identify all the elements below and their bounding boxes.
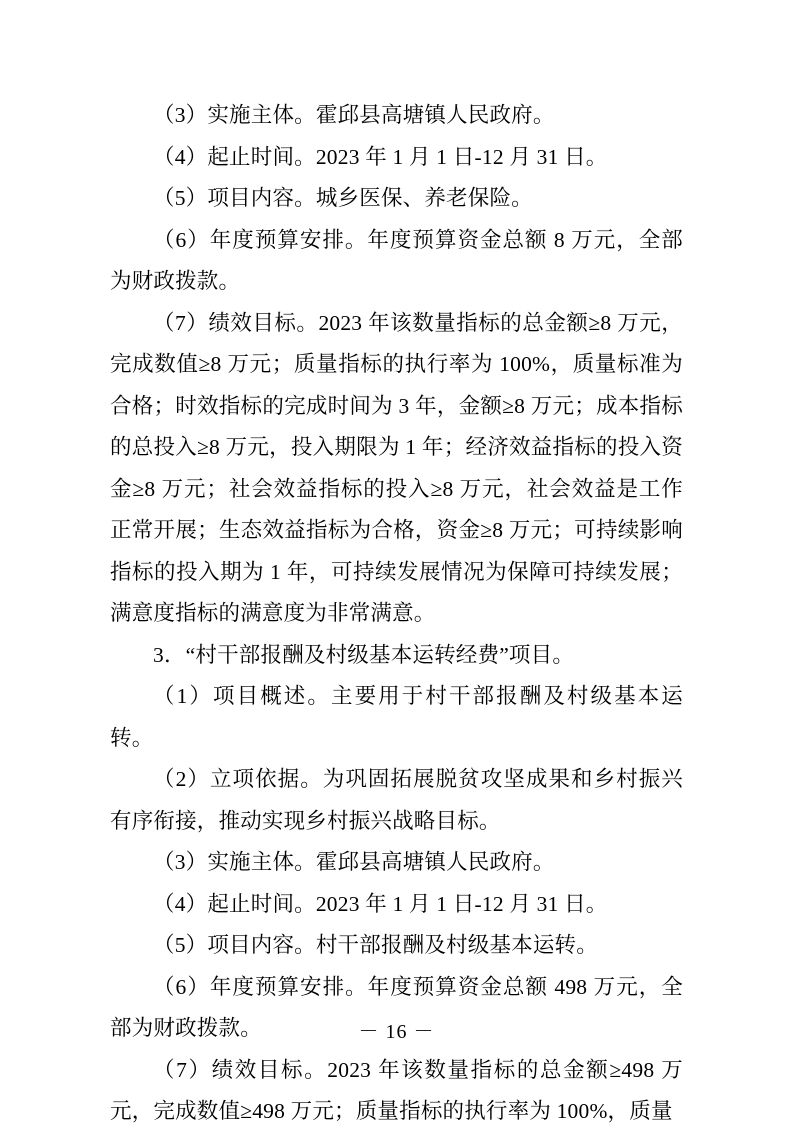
paragraph: 3．“村干部报酬及村级基本运转经费”项目。: [153, 642, 575, 667]
paragraph: （1）项目概述。主要用于村干部报酬及村级基本运转。: [110, 684, 683, 750]
paragraph: （6）年度预算安排。年度预算资金总额 8 万元，全部为财政拨款。: [110, 227, 683, 293]
paragraph: （4）起止时间。2023 年 1 月 1 日-12 月 31 日。: [153, 144, 608, 169]
paragraph: （3）实施主体。霍邱县高塘镇人民政府。: [153, 103, 555, 127]
paragraph: （2）立项依据。为巩固拓展脱贫攻坚成果和乡村振兴有序衔接，推动实现乡村振兴战略目标。: [110, 767, 683, 833]
paragraph: （7）绩效目标。2023 年该数量指标的总金额≥8 万元，完成数值≥8 万元；质量指标的执行率为 100%，质量标准为合格；时效指标的完成时间为 3 年，金额≥8 万元；成本指标的总投入≥8 万元，投入期限为 1 年；经济效益指标的投入资金≥8 万元；社会效益指标的投入≥8 万元，社会效益是工作正常开展；生态效益指标为合格，资金≥8 万元；可持续影响指标的投入期为 1 年，可持续发展情况为保障可持续发展；满意度指标的满意度为非常满意。: [110, 310, 683, 625]
page-number: － 16 －: [358, 1021, 435, 1043]
document-body: [110, 95, 683, 1133]
paragraph: （4）起止时间。2023 年 1 月 1 日-12 月 31 日。: [153, 891, 608, 916]
paragraph: （3）实施主体。霍邱县高塘镇人民政府。: [153, 850, 555, 874]
paragraph: （6）年度预算安排。年度预算资金总额 498 万元，全部为财政拨款。: [110, 974, 683, 1040]
paragraph: （5）项目内容。村干部报酬及村级基本运转。: [153, 933, 598, 957]
paragraph: （7）绩效目标。2023 年该数量指标的总金额≥498 万元，完成数值≥498 万元；质量指标的执行率为 100%，质量: [110, 1057, 683, 1123]
paragraph: （5）项目内容。城乡医保、养老保险。: [153, 186, 533, 210]
